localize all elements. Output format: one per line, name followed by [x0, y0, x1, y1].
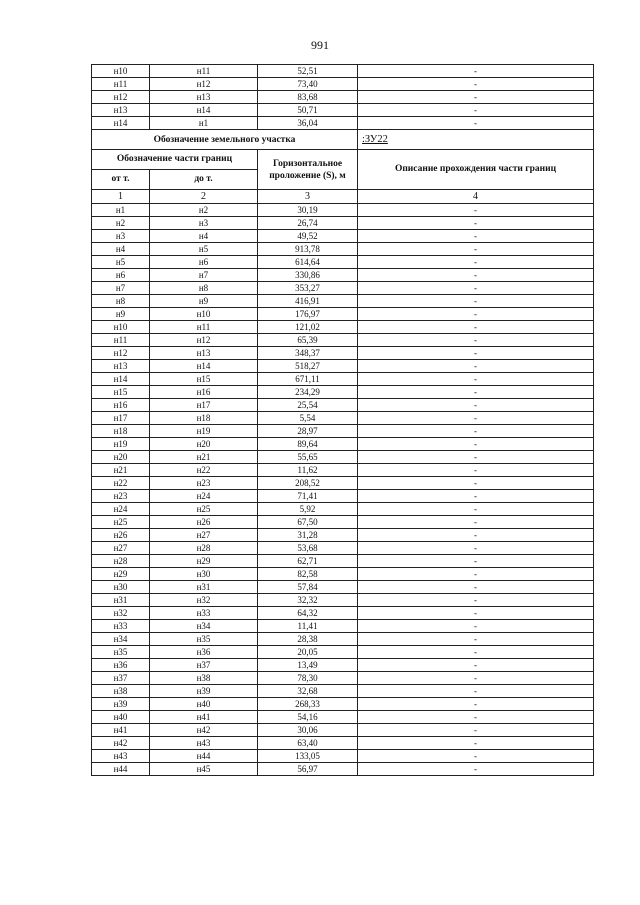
to-point-cell: н36 [150, 646, 258, 659]
length-cell: 11,41 [258, 620, 358, 633]
to-point-cell: н15 [150, 373, 258, 386]
length-cell: 54,16 [258, 711, 358, 724]
description-cell: - [358, 516, 594, 529]
from-point-cell: н10 [92, 65, 150, 78]
to-point-cell: н38 [150, 672, 258, 685]
table-row [92, 477, 594, 490]
to-point-cell: н22 [150, 464, 258, 477]
table-row [92, 568, 594, 581]
to-point-cell: н44 [150, 750, 258, 763]
table-row [92, 91, 594, 104]
table-row [92, 529, 594, 542]
from-point-cell: н11 [92, 334, 150, 347]
description-cell: - [358, 737, 594, 750]
length-cell: 63,40 [258, 737, 358, 750]
length-cell: 25,54 [258, 399, 358, 412]
to-point-cell: н23 [150, 477, 258, 490]
to-point-cell: н13 [150, 91, 258, 104]
table-row [92, 104, 594, 117]
description-cell: - [358, 91, 594, 104]
header-description: Описание прохождения части границ [358, 150, 594, 190]
to-point-cell: н7 [150, 269, 258, 282]
to-point-cell: н33 [150, 607, 258, 620]
length-cell: 36,04 [258, 117, 358, 130]
to-point-cell: н19 [150, 425, 258, 438]
table-row [92, 438, 594, 451]
from-point-cell: н42 [92, 737, 150, 750]
from-point-cell: н23 [92, 490, 150, 503]
description-cell: - [358, 412, 594, 425]
length-cell: 268,33 [258, 698, 358, 711]
from-point-cell: н19 [92, 438, 150, 451]
from-point-cell: н10 [92, 321, 150, 334]
table-row [92, 65, 594, 78]
table-row [92, 399, 594, 412]
to-point-cell: н14 [150, 360, 258, 373]
description-cell: - [358, 711, 594, 724]
length-cell: 89,64 [258, 438, 358, 451]
to-point-cell: н41 [150, 711, 258, 724]
description-cell: - [358, 724, 594, 737]
from-point-cell: н38 [92, 685, 150, 698]
length-cell: 31,28 [258, 529, 358, 542]
table-row [92, 217, 594, 230]
length-cell: 353,27 [258, 282, 358, 295]
table-row [92, 620, 594, 633]
description-cell: - [358, 503, 594, 516]
length-cell: 133,05 [258, 750, 358, 763]
length-cell: 28,38 [258, 633, 358, 646]
from-point-cell: н39 [92, 698, 150, 711]
length-cell: 26,74 [258, 217, 358, 230]
to-point-cell: н45 [150, 763, 258, 776]
description-cell: - [358, 659, 594, 672]
from-point-cell: н22 [92, 477, 150, 490]
table-row [92, 659, 594, 672]
column-number: 3 [258, 190, 358, 204]
from-point-cell: н26 [92, 529, 150, 542]
to-point-cell: н17 [150, 399, 258, 412]
length-cell: 20,05 [258, 646, 358, 659]
to-point-cell: н32 [150, 594, 258, 607]
to-point-cell: н29 [150, 555, 258, 568]
to-point-cell: н24 [150, 490, 258, 503]
length-cell: 83,68 [258, 91, 358, 104]
description-cell: - [358, 542, 594, 555]
from-point-cell: н44 [92, 763, 150, 776]
table-row [92, 412, 594, 425]
description-cell: - [358, 477, 594, 490]
description-cell: - [358, 256, 594, 269]
description-cell: - [358, 581, 594, 594]
length-cell: 121,02 [258, 321, 358, 334]
description-cell: - [358, 78, 594, 91]
from-point-cell: н37 [92, 672, 150, 685]
from-point-cell: н28 [92, 555, 150, 568]
description-cell: - [358, 568, 594, 581]
table-row [92, 269, 594, 282]
description-cell: - [358, 308, 594, 321]
length-cell: 348,37 [258, 347, 358, 360]
to-point-cell: н11 [150, 321, 258, 334]
description-cell: - [358, 763, 594, 776]
length-cell: 64,32 [258, 607, 358, 620]
table-row [92, 685, 594, 698]
length-cell: 52,51 [258, 65, 358, 78]
page-number: 991 [311, 38, 329, 52]
length-cell: 82,58 [258, 568, 358, 581]
to-point-cell: н10 [150, 308, 258, 321]
table-row [92, 724, 594, 737]
from-point-cell: н8 [92, 295, 150, 308]
length-cell: 53,68 [258, 542, 358, 555]
from-point-cell: н43 [92, 750, 150, 763]
description-cell: - [358, 386, 594, 399]
description-cell: - [358, 334, 594, 347]
length-cell: 5,92 [258, 503, 358, 516]
from-point-cell: н13 [92, 104, 150, 117]
description-cell: - [358, 672, 594, 685]
from-point-cell: н18 [92, 425, 150, 438]
table-row [92, 750, 594, 763]
from-point-cell: н12 [92, 91, 150, 104]
to-point-cell: н42 [150, 724, 258, 737]
table-row [92, 698, 594, 711]
from-point-cell: н35 [92, 646, 150, 659]
to-point-cell: н9 [150, 295, 258, 308]
to-point-cell: н26 [150, 516, 258, 529]
description-cell: - [358, 243, 594, 256]
description-cell: - [358, 607, 594, 620]
plot-section [92, 130, 594, 204]
description-cell: - [358, 698, 594, 711]
description-cell: - [358, 646, 594, 659]
from-point-cell: н17 [92, 412, 150, 425]
length-cell: 671,11 [258, 373, 358, 386]
column-number: 1 [92, 190, 150, 204]
from-point-cell: н11 [92, 78, 150, 91]
length-cell: 13,49 [258, 659, 358, 672]
table-row [92, 646, 594, 659]
from-point-cell: н25 [92, 516, 150, 529]
to-point-cell: н40 [150, 698, 258, 711]
description-cell: - [358, 347, 594, 360]
description-cell: - [358, 451, 594, 464]
to-point-cell: н21 [150, 451, 258, 464]
from-point-cell: н41 [92, 724, 150, 737]
from-point-cell: н15 [92, 386, 150, 399]
header-length: Горизонтальное проложение (S), м [258, 150, 358, 190]
to-point-cell: н3 [150, 217, 258, 230]
table-row [92, 672, 594, 685]
table-row [92, 243, 594, 256]
to-point-cell: н31 [150, 581, 258, 594]
description-cell: - [358, 295, 594, 308]
to-point-cell: н39 [150, 685, 258, 698]
from-point-cell: н5 [92, 256, 150, 269]
from-point-cell: н30 [92, 581, 150, 594]
to-point-cell: н6 [150, 256, 258, 269]
from-point-cell: н16 [92, 399, 150, 412]
to-point-cell: н1 [150, 117, 258, 130]
table-row [92, 555, 594, 568]
length-cell: 55,65 [258, 451, 358, 464]
from-point-cell: н40 [92, 711, 150, 724]
table-row [92, 425, 594, 438]
description-cell: - [358, 555, 594, 568]
table-row [92, 451, 594, 464]
length-cell: 57,84 [258, 581, 358, 594]
length-cell: 32,32 [258, 594, 358, 607]
length-cell: 49,52 [258, 230, 358, 243]
description-cell: - [358, 750, 594, 763]
from-point-cell: н7 [92, 282, 150, 295]
table-row [92, 542, 594, 555]
from-point-cell: н14 [92, 117, 150, 130]
to-point-cell: н5 [150, 243, 258, 256]
from-point-cell: н1 [92, 204, 150, 217]
to-point-cell: н2 [150, 204, 258, 217]
from-point-cell: н27 [92, 542, 150, 555]
description-cell: - [358, 620, 594, 633]
length-cell: 62,71 [258, 555, 358, 568]
description-cell: - [358, 117, 594, 130]
length-cell: 65,39 [258, 334, 358, 347]
length-cell: 71,41 [258, 490, 358, 503]
header-from: от т. [92, 170, 150, 190]
description-cell: - [358, 269, 594, 282]
length-cell: 56,97 [258, 763, 358, 776]
description-cell: - [358, 65, 594, 78]
boundary-table [91, 64, 594, 776]
to-point-cell: н8 [150, 282, 258, 295]
table-row [92, 78, 594, 91]
from-point-cell: н4 [92, 243, 150, 256]
from-point-cell: н14 [92, 373, 150, 386]
to-point-cell: н27 [150, 529, 258, 542]
to-point-cell: н25 [150, 503, 258, 516]
from-point-cell: н21 [92, 464, 150, 477]
header-row-1 [92, 150, 594, 170]
to-point-cell: н30 [150, 568, 258, 581]
from-point-cell: н6 [92, 269, 150, 282]
length-cell: 32,68 [258, 685, 358, 698]
table-row [92, 763, 594, 776]
header-to: до т. [150, 170, 258, 190]
table-row [92, 360, 594, 373]
to-point-cell: н11 [150, 65, 258, 78]
table-row [92, 295, 594, 308]
description-cell: - [358, 230, 594, 243]
table-row [92, 490, 594, 503]
from-point-cell: н13 [92, 360, 150, 373]
length-cell: 50,71 [258, 104, 358, 117]
from-point-cell: н29 [92, 568, 150, 581]
description-cell: - [358, 104, 594, 117]
column-numbers-row [92, 190, 594, 204]
table-row [92, 334, 594, 347]
table-row [92, 711, 594, 724]
to-point-cell: н20 [150, 438, 258, 451]
description-cell: - [358, 594, 594, 607]
length-cell: 330,86 [258, 269, 358, 282]
description-cell: - [358, 321, 594, 334]
table-row [92, 117, 594, 130]
to-point-cell: н12 [150, 334, 258, 347]
description-cell: - [358, 373, 594, 386]
length-cell: 416,91 [258, 295, 358, 308]
table-row [92, 256, 594, 269]
length-cell: 234,29 [258, 386, 358, 399]
table-row [92, 386, 594, 399]
to-point-cell: н4 [150, 230, 258, 243]
to-point-cell: н16 [150, 386, 258, 399]
table-row [92, 581, 594, 594]
from-point-cell: н32 [92, 607, 150, 620]
length-cell: 11,62 [258, 464, 358, 477]
plot-row [92, 130, 594, 150]
description-cell: - [358, 490, 594, 503]
length-cell: 5,54 [258, 412, 358, 425]
table-row [92, 633, 594, 646]
table-row [92, 503, 594, 516]
from-point-cell: н34 [92, 633, 150, 646]
table-row [92, 737, 594, 750]
table-row [92, 204, 594, 217]
length-cell: 614,64 [258, 256, 358, 269]
description-cell: - [358, 425, 594, 438]
column-number: 4 [358, 190, 594, 204]
from-point-cell: н31 [92, 594, 150, 607]
from-point-cell: н12 [92, 347, 150, 360]
to-point-cell: н14 [150, 104, 258, 117]
description-cell: - [358, 685, 594, 698]
table-row [92, 321, 594, 334]
description-cell: - [358, 438, 594, 451]
description-cell: - [358, 399, 594, 412]
table-row [92, 516, 594, 529]
segment-rows [92, 204, 594, 776]
length-cell: 67,50 [258, 516, 358, 529]
table-row [92, 282, 594, 295]
from-point-cell: н9 [92, 308, 150, 321]
to-point-cell: н12 [150, 78, 258, 91]
to-point-cell: н18 [150, 412, 258, 425]
from-point-cell: н24 [92, 503, 150, 516]
length-cell: 913,78 [258, 243, 358, 256]
to-point-cell: н43 [150, 737, 258, 750]
description-cell: - [358, 529, 594, 542]
length-cell: 73,40 [258, 78, 358, 91]
length-cell: 518,27 [258, 360, 358, 373]
length-cell: 28,97 [258, 425, 358, 438]
to-point-cell: н34 [150, 620, 258, 633]
length-cell: 30,19 [258, 204, 358, 217]
table-row [92, 464, 594, 477]
plot-value: :ЗУ22 [358, 130, 594, 150]
table-row [92, 594, 594, 607]
description-cell: - [358, 464, 594, 477]
description-cell: - [358, 217, 594, 230]
from-point-cell: н3 [92, 230, 150, 243]
column-number: 2 [150, 190, 258, 204]
length-cell: 208,52 [258, 477, 358, 490]
to-point-cell: н37 [150, 659, 258, 672]
table-row [92, 230, 594, 243]
header-parts-title: Обозначение части границ [92, 150, 258, 170]
to-point-cell: н35 [150, 633, 258, 646]
from-point-cell: н33 [92, 620, 150, 633]
plot-label: Обозначение земельного участка [92, 130, 358, 150]
length-cell: 78,30 [258, 672, 358, 685]
from-point-cell: н20 [92, 451, 150, 464]
to-point-cell: н13 [150, 347, 258, 360]
from-point-cell: н36 [92, 659, 150, 672]
to-point-cell: н28 [150, 542, 258, 555]
description-cell: - [358, 633, 594, 646]
table-row [92, 347, 594, 360]
table-row [92, 308, 594, 321]
length-cell: 176,97 [258, 308, 358, 321]
description-cell: - [358, 282, 594, 295]
table-row [92, 373, 594, 386]
top-rows [92, 65, 594, 130]
from-point-cell: н2 [92, 217, 150, 230]
description-cell: - [358, 360, 594, 373]
description-cell: - [358, 204, 594, 217]
table-row [92, 607, 594, 620]
length-cell: 30,06 [258, 724, 358, 737]
